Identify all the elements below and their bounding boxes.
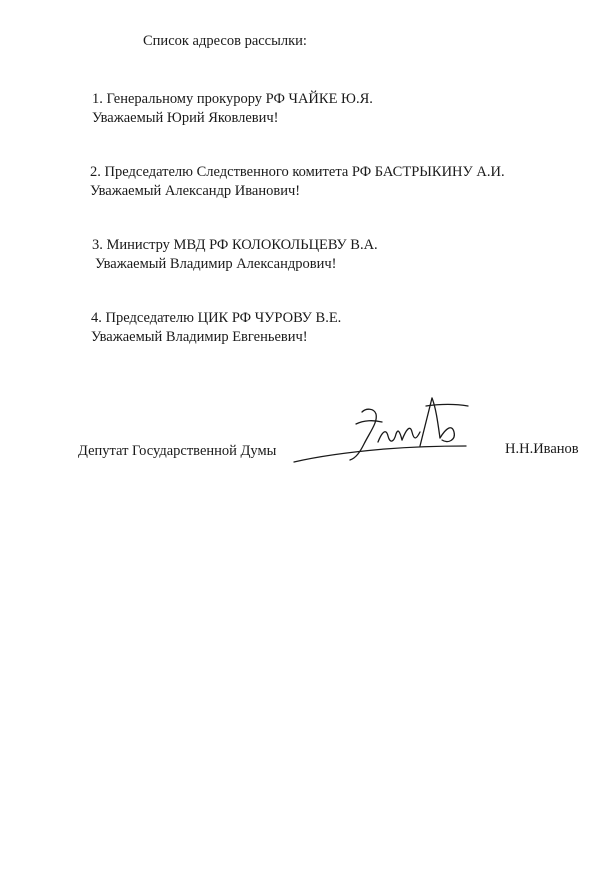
recipient-address: 1. Генеральному прокурору РФ ЧАЙКЕ Ю.Я.: [92, 91, 373, 107]
recipient-address: 4. Председателю ЦИК РФ ЧУРОВУ В.Е.: [91, 310, 342, 326]
recipient-greeting: Уважаемый Владимир Евгеньевич!: [91, 329, 308, 345]
recipient-greeting: Уважаемый Александр Иванович!: [90, 183, 301, 199]
recipient-address: 2. Председателю Следственного комитета РФ БАСТРЫКИНУ А.И.: [90, 164, 505, 180]
recipient-greeting: Уважаемый Владимир Александрович!: [95, 256, 337, 272]
recipient-address: 3. Министру МВД РФ КОЛОКОЛЬЦЕВУ В.А.: [92, 237, 378, 253]
recipient-greeting: Уважаемый Юрий Яковлевич!: [92, 110, 279, 126]
recipient-item: [92, 90, 373, 128]
recipient-item: [91, 309, 341, 347]
signer-position: Депутат Государственной Думы: [78, 443, 277, 459]
handwritten-signature: [290, 394, 470, 474]
recipient-item: [92, 236, 378, 274]
recipient-item: [90, 163, 505, 201]
signer-name: Н.Н.Иванов: [505, 441, 579, 457]
document-heading: Список адресов рассылки:: [143, 33, 307, 49]
